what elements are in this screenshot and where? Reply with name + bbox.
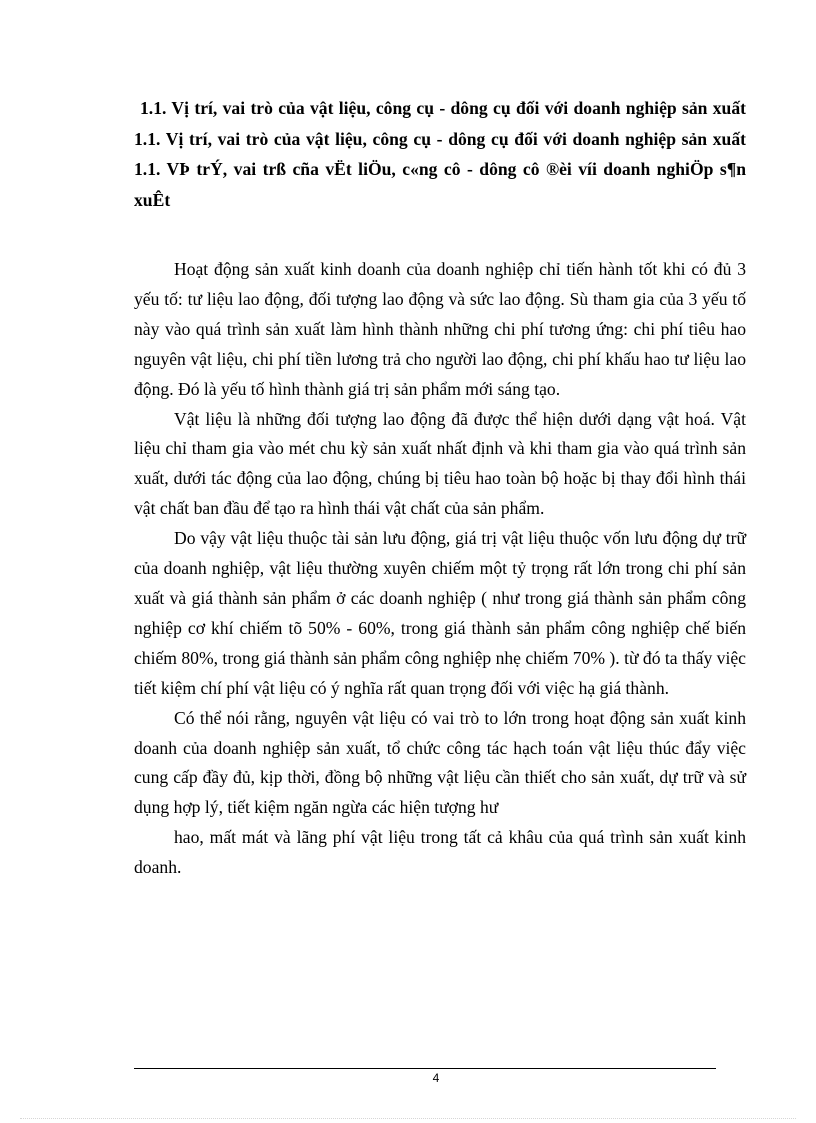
page-edge-divider <box>20 1118 796 1119</box>
paragraph-production-factors: Hoạt động sản xuất kinh doanh của doanh nghiệp chỉ tiến hành tốt khi có đủ 3 yếu tố: tư liệu lao động, đối tượng lao động và sức lao động. Sù tham gia của 3 yếu tố này vào quá trình sản xuất làm hình thành những chi phí tương ứng: chi phí tiêu hao nguyên vật liệu, chi phí tiền lương trả cho người lao động, chi phí khấu hao tư liệu lao động. Đó là yếu tố hình thành giá trị sản phẩm mới sáng tạo. <box>134 259 746 399</box>
section-heading: 1.1. Vị trí, vai trò của vật liệu, công cụ - dông cụ đối với doanh nghiệp sản xuất 1.1. Vị trí, vai trò của vật liệu, công cụ - dông cụ đối với doanh nghiệp sản xuất 1.1. VÞ trÝ, vai trß cña vËt liÖu, c«ng cô - dông cô ®èi víi doanh nghiÖp s¶n xuÊt <box>134 98 746 210</box>
body-text <box>134 255 746 883</box>
paragraph-material-role: Có thể nói rằng, nguyên vật liệu có vai trò to lớn trong hoạt động sản xuất kinh doanh của doanh nghiệp sản xuất, tổ chức công tác hạch toán vật liệu thúc đẩy việc cung cấp đầy đủ, kịp thời, đồng bộ những vật liệu cần thiết cho sản xuất, dự trữ và sử dụng hợp lý, tiết kiệm ngăn ngừa các hiện tượng hư <box>134 707 746 818</box>
footer-rule <box>134 1068 716 1069</box>
paragraph-material-waste: hao, mất mát và lãng phí vật liệu trong tất cả khâu của quá trình sản xuất kinh doanh. <box>134 827 746 878</box>
page-number: 4 <box>432 1071 440 1085</box>
paragraph-material-definition: Vật liệu là những đối tượng lao động đã được thể hiện dưới dạng vật hoá. Vật liệu chỉ tham gia vào mét chu kỳ sản xuất nhất định và khi tham gia vào quá trình sản xuất, dưới tác động của lao động, chúng bị tiêu hao toàn bộ hoặc bị thay đổi hình thái vật chất ban đầu để tạo ra hình thái vật chất của sản phẩm. <box>134 408 746 519</box>
paragraph-current-assets: Do vậy vật liệu thuộc tài sản lưu động, giá trị vật liệu thuộc vốn lưu động dự trữ của doanh nghiệp, vật liệu thường xuyên chiếm một tỷ trọng rất lớn trong chi phí sản xuất và giá thành sản phẩm ở các doanh nghiệp ( như trong giá thành sản phẩm công nghiệp cơ khí chiếm tõ 50% - 60%, trong giá thành sản phẩm công nghiệp chế biến chiếm 80%, trong giá thành sản phẩm công nghiệp nhẹ chiếm 70% ). từ đó ta thấy việc tiết kiệm chí phí vật liệu có ý nghĩa rất quan trọng đối với việc hạ giá thành. <box>134 528 746 698</box>
